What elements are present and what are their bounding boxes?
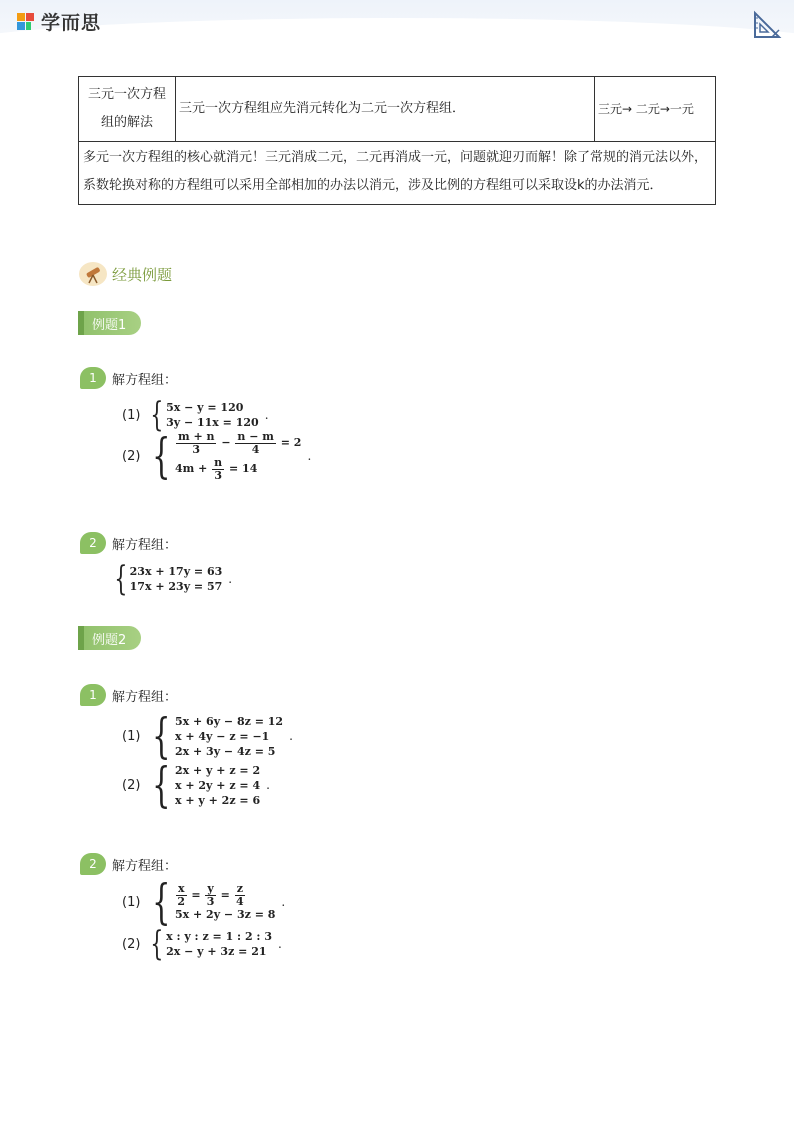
problem-text: 解方程组： — [112, 858, 178, 874]
problem-text: 解方程组： — [112, 372, 178, 388]
equation: 3y − 11x = 120 — [166, 416, 259, 429]
brace: { — [152, 757, 171, 813]
equation-system: (2) { x : y : z = 1 : 2 : 3 2x − y + 3z = 21 . — [122, 924, 282, 964]
problem-number: 1 — [80, 367, 106, 389]
problem-number: 1 — [80, 684, 106, 706]
equation: x : y : z = 1 : 2 : 3 — [166, 930, 272, 943]
brace: { — [152, 708, 171, 764]
brace: { — [150, 924, 164, 964]
brace: { — [152, 428, 171, 484]
subproblem-label: (1) — [122, 407, 141, 423]
problem-number: 2 — [80, 532, 106, 554]
equation: 2x − y + 3z = 21 — [166, 945, 267, 958]
equation: 5x − y = 120 — [166, 401, 244, 414]
problem-number: 2 — [80, 853, 106, 875]
table-row — [79, 142, 716, 205]
method-flow-cell: 三元→ 二元→一元 — [595, 77, 716, 142]
section-title: 经典例题 — [112, 265, 173, 284]
equation: 2x + 3y − 4z = 5 — [174, 744, 276, 758]
brace: { — [150, 395, 164, 435]
knowledge-table — [78, 76, 716, 205]
equation: 5x + 2y − 3z = 8 — [174, 907, 276, 921]
subproblem-label: (1) — [122, 894, 141, 910]
logo-text: 学而思 — [41, 12, 102, 34]
equation: $\frac{m + n}{3}$ − $\frac{n - m}{4}$ = 2 — [177, 429, 302, 456]
problem-1-heading — [80, 684, 177, 706]
page-header — [0, 0, 794, 48]
brand-logo — [15, 8, 101, 35]
equation-system: { 23x + 17y = 63 17x + 23y = 57 . — [114, 559, 233, 599]
subproblem-label: (2) — [122, 936, 141, 952]
telescope-icon — [78, 261, 108, 287]
equation-system: (2) { $\frac{m + n}{3}$ − $\frac{n - m}{4}$ = 2 4m + $\frac{n}{3}$ = 14 . — [122, 428, 312, 484]
equation: x + y + 2z = 6 — [174, 793, 261, 807]
equation: x + 2y + z = 4 — [174, 778, 261, 792]
equation-system: (1) { 5x − y = 120 3y − 11x = 120 . — [122, 395, 269, 435]
subproblem-label: (2) — [122, 777, 141, 793]
equation: 17x + 23y = 57 — [129, 580, 223, 593]
summary-paragraph: 多元一次方程组的核心就消元！三元消成二元，二元再消成一元，问题就迎刃而解！除了常规的消元法以外，系数轮换对称的方程组可以采用全部相加的办法以消元，涉及比例的方程组可以采取设k的办法消元． — [79, 142, 716, 205]
equation: 5x + 6y − 8z = 12 — [174, 714, 284, 728]
section-heading — [78, 260, 172, 288]
method-label-cell: 三元一次方程组的解法 — [79, 77, 176, 142]
table-row — [79, 77, 716, 142]
equation: 4m + $\frac{n}{3}$ = 14 — [174, 455, 258, 482]
equation-system: (2) { 2x + y + z = 2 x + 2y + z = 4 x + y + 2z = 6 . — [122, 757, 270, 813]
problem-text: 解方程组： — [112, 689, 178, 705]
problem-text: 解方程组： — [112, 537, 178, 553]
brace: { — [152, 874, 171, 930]
brace: { — [114, 559, 128, 599]
subproblem-label: (2) — [122, 448, 141, 464]
subproblem-label: (1) — [122, 728, 141, 744]
problem-2-heading — [80, 853, 177, 875]
method-content-cell: 三元一次方程组应先消元转化为二元一次方程组． — [176, 77, 595, 142]
problem-1-heading — [80, 367, 177, 389]
equation: x + 4y − z = −1 — [174, 729, 270, 743]
equation: 23x + 17y = 63 — [129, 565, 223, 578]
equation-system: (1) { 5x + 6y − 8z = 12 x + 4y − z = −1 2x + 3y − 4z = 5 . — [122, 708, 293, 764]
header-curve — [0, 18, 794, 78]
equation: 2x + y + z = 2 — [174, 763, 261, 777]
equation-system: (1) { $\frac{x}{2}$ = $\frac{y}{3}$ = $\frac{z}{4}$ 5x + 2y − 3z = 8 . — [122, 874, 286, 930]
problem-2-heading — [80, 532, 177, 554]
example-1-badge: 例题1 — [78, 311, 141, 335]
example-2-badge: 例题2 — [78, 626, 141, 650]
equation: $\frac{x}{2}$ = $\frac{y}{3}$ = $\frac{z}{4}$ — [177, 881, 244, 908]
ruler-icon — [752, 10, 782, 40]
logo-icon — [15, 11, 37, 33]
